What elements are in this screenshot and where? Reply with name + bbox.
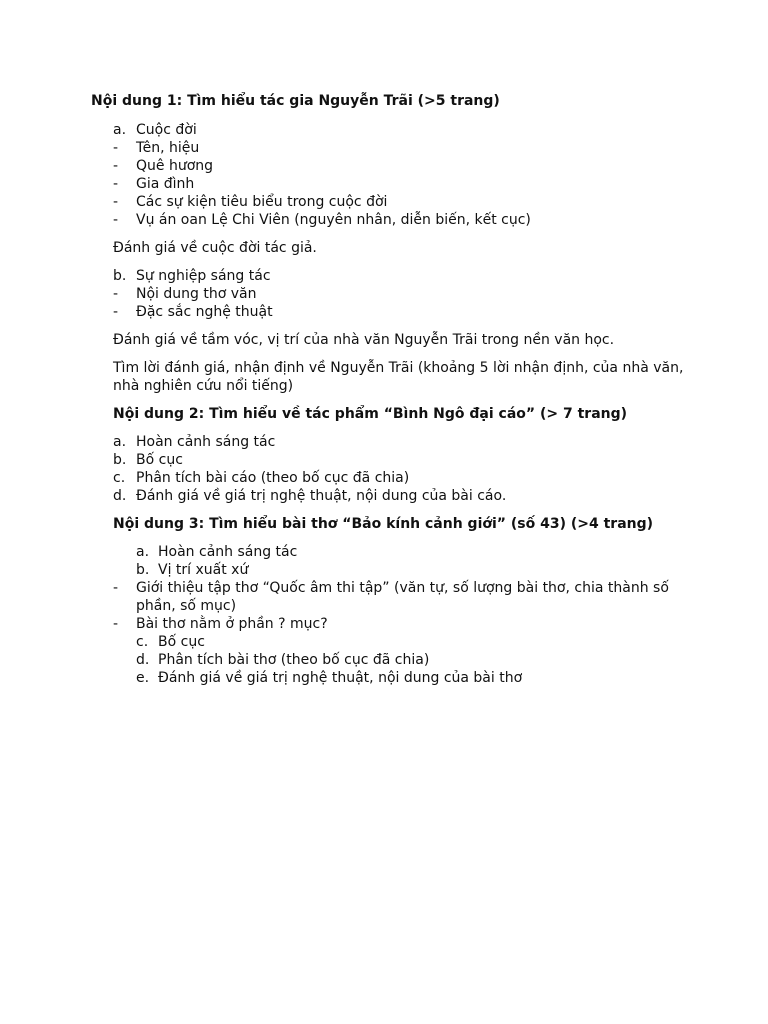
list-marker: a. <box>113 434 127 450</box>
list-item: Giới thiệu tập thơ “Quốc âm thi tập” (văn tự, số lượng bài thơ, chia thành số <box>136 580 669 596</box>
list-item: Các sự kiện tiêu biểu trong cuộc đời <box>136 194 388 210</box>
list-marker: c. <box>136 634 149 650</box>
list-item: Bố cục <box>136 452 183 468</box>
list-item: Hoàn cảnh sáng tác <box>158 544 298 560</box>
list-item: Vụ án oan Lệ Chi Viên (nguyên nhân, diễn biến, kết cục) <box>136 212 531 228</box>
list-marker: b. <box>113 268 127 284</box>
list-marker: - <box>113 304 119 320</box>
paragraph: nhà nghiên cứu nổi tiếng) <box>113 378 294 394</box>
list-marker: - <box>113 212 119 228</box>
section2-heading: Nội dung 2: Tìm hiểu về tác phẩm “Bình Ngô đại cáo” (> 7 trang) <box>113 406 628 422</box>
list-item: Bài thơ nằm ở phần ? mục? <box>136 616 328 632</box>
list-item: Gia đình <box>136 176 195 192</box>
paragraph: Đánh giá về cuộc đời tác giả. <box>113 240 317 256</box>
list-item: Sự nghiệp sáng tác <box>136 268 271 284</box>
list-marker: - <box>113 158 119 174</box>
list-item: phần, số mục) <box>136 598 237 614</box>
list-marker: - <box>113 194 119 210</box>
list-item: Tên, hiệu <box>136 140 200 156</box>
list-item: Phân tích bài cáo (theo bố cục đã chia) <box>136 470 410 486</box>
list-marker: - <box>113 616 119 632</box>
list-marker: - <box>113 580 119 596</box>
list-item: Đặc sắc nghệ thuật <box>136 304 273 320</box>
list-marker: - <box>113 286 119 302</box>
list-marker: b. <box>136 562 150 578</box>
list-item: Phân tích bài thơ (theo bố cục đã chia) <box>158 652 430 668</box>
list-marker: e. <box>136 670 150 686</box>
list-marker: - <box>113 176 119 192</box>
list-item: Hoàn cảnh sáng tác <box>136 434 276 450</box>
list-marker: d. <box>136 652 150 668</box>
list-item: Đánh giá về giá trị nghệ thuật, nội dung của bài thơ <box>158 670 523 686</box>
paragraph: Đánh giá về tầm vóc, vị trí của nhà văn Nguyễn Trãi trong nền văn học. <box>113 332 615 348</box>
list-marker: - <box>113 140 119 156</box>
list-item: Bố cục <box>158 634 205 650</box>
list-item: Đánh giá về giá trị nghệ thuật, nội dung của bài cáo. <box>136 488 507 504</box>
list-marker: a. <box>113 122 127 138</box>
list-marker: d. <box>113 488 127 504</box>
list-item: Quê hương <box>136 158 214 174</box>
list-item: Vị trí xuất xứ <box>158 562 249 578</box>
list-marker: b. <box>113 452 127 468</box>
list-marker: a. <box>136 544 150 560</box>
section3-heading: Nội dung 3: Tìm hiểu bài thơ “Bảo kính cảnh giới” (số 43) (>4 trang) <box>113 516 654 532</box>
section1-heading: Nội dung 1: Tìm hiểu tác gia Nguyễn Trãi (>5 trang) <box>91 93 500 109</box>
list-marker: c. <box>113 470 126 486</box>
list-item: Nội dung thơ văn <box>136 286 257 302</box>
paragraph: Tìm lời đánh giá, nhận định về Nguyễn Trãi (khoảng 5 lời nhận định, của nhà văn, <box>113 360 684 376</box>
list-item: Cuộc đời <box>136 122 197 138</box>
